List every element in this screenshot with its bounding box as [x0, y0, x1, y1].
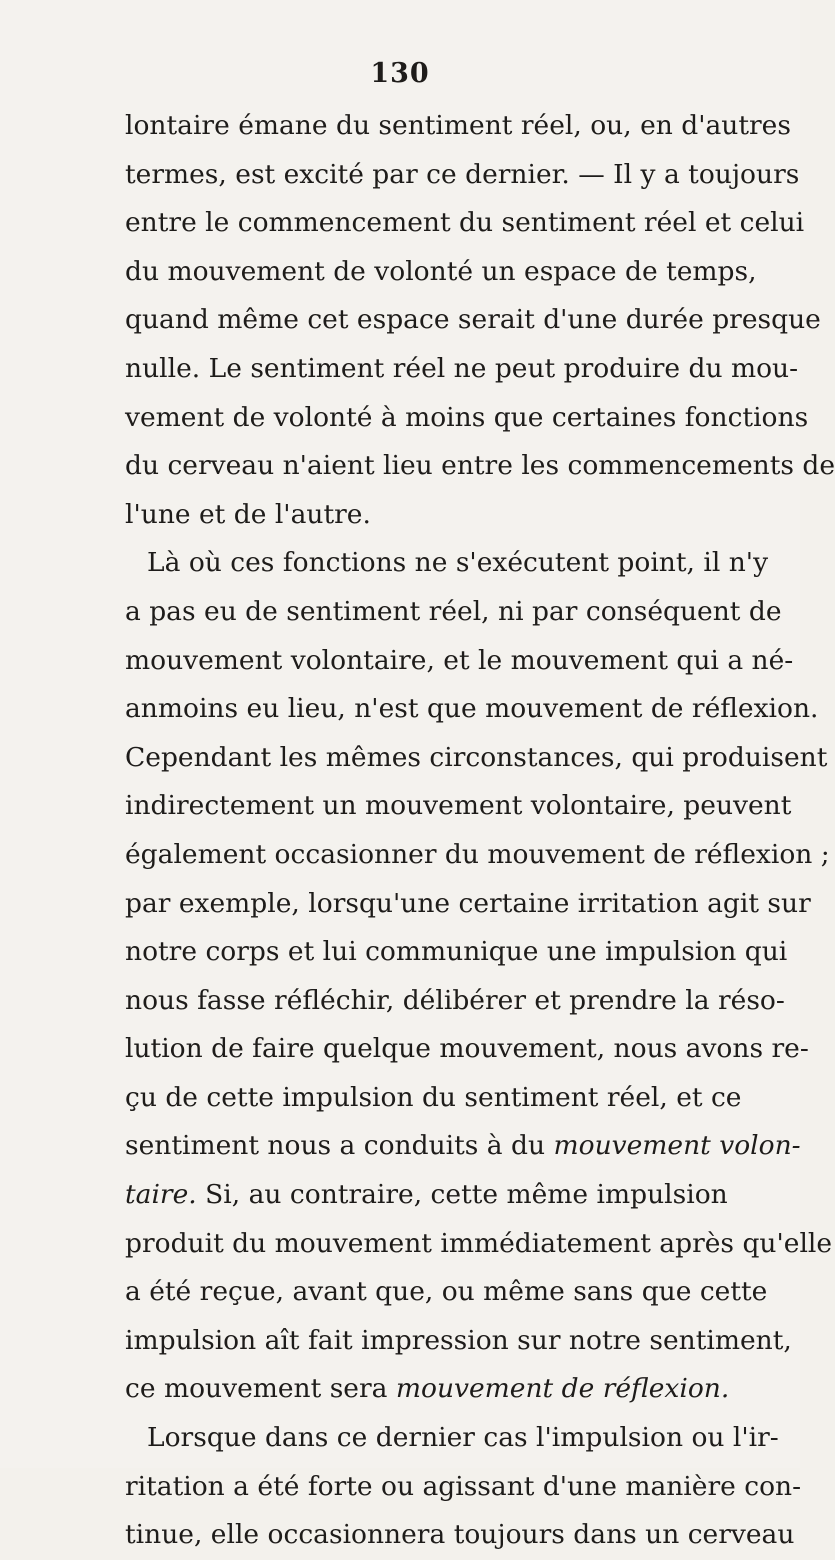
- text-line: ritation a été forte ou agissant d'une manière con-: [125, 1470, 802, 1502]
- text-line: indirectement un mouvement volontaire, peuvent: [125, 790, 792, 822]
- text-line: a été reçue, avant que, ou même sans que cette: [125, 1276, 768, 1308]
- text-line: çu de cette impulsion du sentiment réel, et ce: [125, 1081, 742, 1113]
- text-line: anmoins eu lieu, n'est que mouvement de réflexion.: [125, 693, 819, 725]
- text-line: lution de faire quelque mouvement, nous avons re-: [125, 1033, 809, 1065]
- text-line: termes, est excité par ce dernier. — Il y a toujours: [125, 158, 800, 190]
- text-line: [125, 1171, 728, 1220]
- body-text: [125, 102, 835, 1560]
- text-line: a pas eu de sentiment réel, ni par conséquent de: [125, 595, 782, 627]
- text-line: du mouvement de volonté un espace de temps,: [125, 255, 757, 287]
- text-line: nous fasse réfléchir, délibérer et prendre la réso-: [125, 984, 785, 1016]
- text-line: Cependant les mêmes circonstances, qui produisent: [125, 741, 828, 773]
- page-number: 130: [370, 58, 430, 89]
- italic-text: mouvement de réflexion.: [395, 1373, 730, 1405]
- text-line: produit du mouvement immédiatement après qu'elle: [125, 1227, 833, 1259]
- line-text: ce mouvement sera: [125, 1373, 396, 1405]
- text-line: notre corps et lui communique une impulsion qui: [125, 936, 788, 968]
- text-line: Là où ces fonctions ne s'exécutent point, il n'y: [147, 547, 769, 579]
- text-line: Lorsque dans ce dernier cas l'impulsion ou l'ir-: [147, 1422, 779, 1454]
- text-line: également occasionner du mouvement de réflexion ;: [125, 838, 830, 870]
- text-line: l'une et de l'autre.: [125, 498, 371, 530]
- text-line: lontaire émane du sentiment réel, ou, en d'autres: [125, 110, 791, 141]
- text-line: mouvement volontaire, et le mouvement qui a né-: [125, 644, 794, 676]
- text-line: entre le commencement du sentiment réel et celui: [125, 207, 805, 239]
- text-line: impulsion aît fait impression sur notre sentiment,: [125, 1324, 792, 1356]
- text-line: tinue, elle occasionnera toujours dans un cerveau: [125, 1519, 795, 1551]
- text-line: nulle. Le sentiment réel ne peut produire du mou-: [125, 352, 799, 384]
- text-line: du cerveau n'aient lieu entre les commencements de: [125, 450, 835, 482]
- italic-text: mouvement volon-: [553, 1130, 801, 1162]
- text-line: quand même cet espace serait d'une durée presque: [125, 304, 821, 336]
- text-line: par exemple, lorsqu'une certaine irritation agit sur: [125, 887, 811, 919]
- text-line: vement de volonté à moins que certaines fonctions: [125, 401, 809, 433]
- line-text: sentiment nous a conduits à du: [125, 1130, 554, 1162]
- text-line: [125, 1365, 730, 1414]
- text-line: [125, 1122, 801, 1171]
- italic-text: taire.: [125, 1179, 197, 1211]
- line-text: Si, au contraire, cette même impulsion: [196, 1179, 728, 1211]
